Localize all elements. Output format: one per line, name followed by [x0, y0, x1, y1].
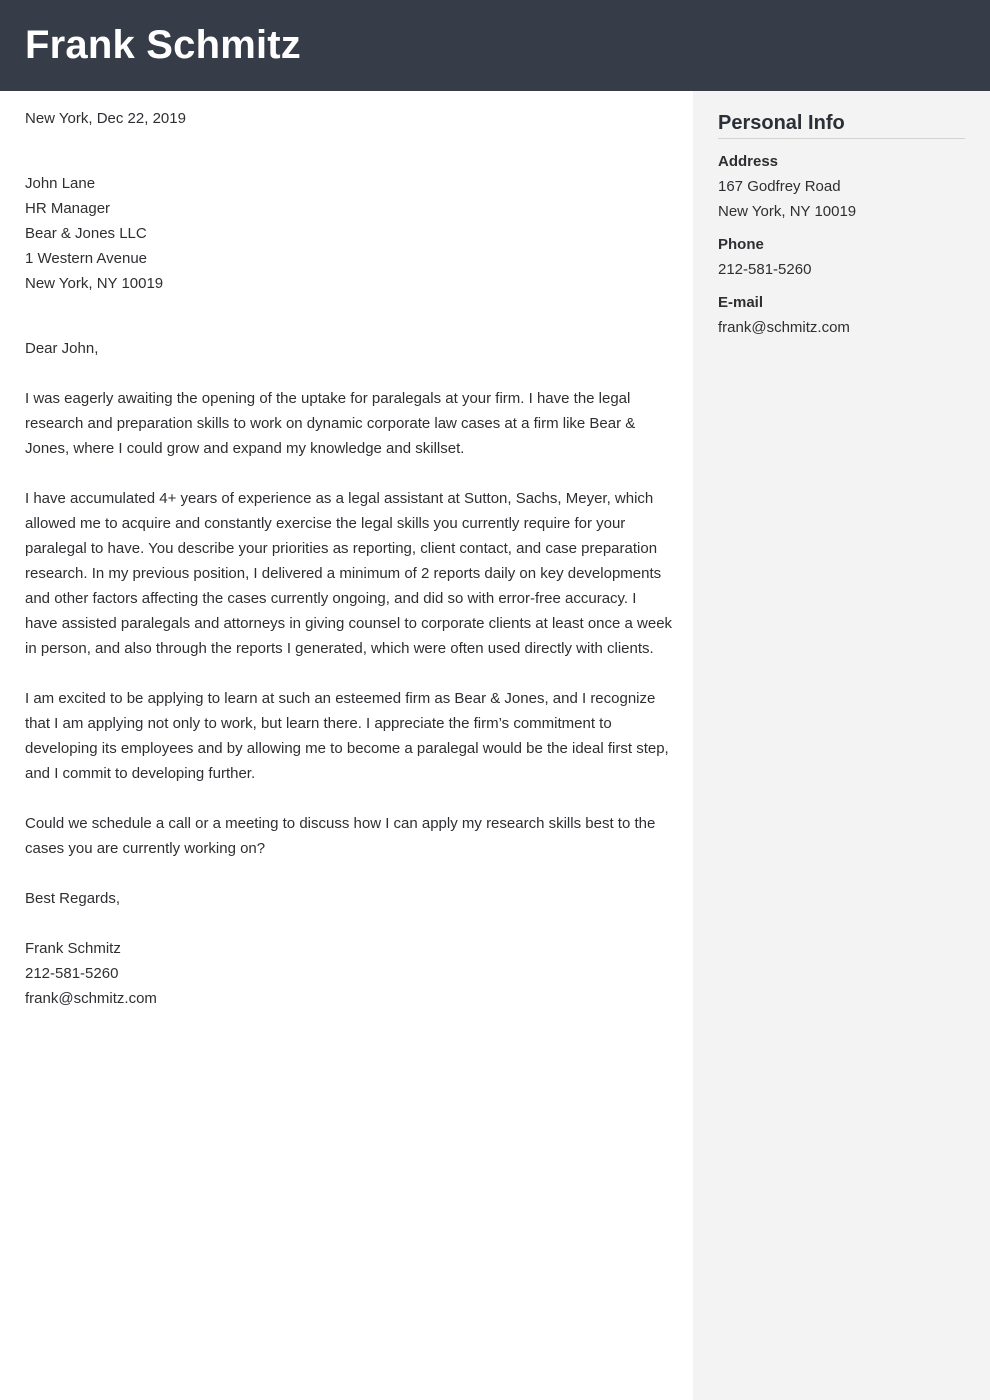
salutation: Dear John, — [25, 340, 99, 357]
signature-name: Frank Schmitz — [25, 940, 121, 957]
address-label: Address — [718, 153, 779, 170]
applicant-name: Frank Schmitz — [25, 23, 301, 67]
email-value: frank@schmitz.com — [718, 319, 850, 336]
sidebar-title: Personal Info — [718, 111, 965, 139]
paragraph-motivation: I am excited to be applying to learn at such an esteemed firm as Bear & Jones, and I recognize that I am applying not only to work, but learn there. I appreciate the firm’s commitment to developing its employees and by allowing me to become a paralegal would be the ideal first step, and I commit to developing further. — [25, 690, 669, 782]
paragraph-intro: I was eagerly awaiting the opening of the uptake for paralegals at your firm. I have the legal research and preparation skills to work on dynamic corporate law cases at a firm like Bear & Jones, where I could grow and expand my knowledge and skillset. — [25, 390, 636, 457]
recipient-title: HR Manager — [25, 200, 111, 217]
address-line-2: New York, NY 10019 — [718, 203, 857, 220]
address-line-1: 167 Godfrey Road — [718, 178, 841, 195]
address-group — [718, 149, 965, 224]
letter-body — [25, 106, 673, 1011]
email-label: E-mail — [718, 294, 764, 311]
paragraph-call-to-action: Could we schedule a call or a meeting to discuss how I can apply my research skills best to the cases you are currently working on? — [25, 815, 656, 857]
paragraph-experience: I have accumulated 4+ years of experience as a legal assistant at Sutton, Sachs, Meyer, which allowed me to acquire and constantly exercise the legal skills you currently require for your paralegal to have. You describe your priorities as reporting, client contact, and case preparation research. In my previous position, I delivered a minimum of 2 reports daily on key developments and other factors affecting the cases currently ongoing, and did so with error-free accuracy. I have assisted paralegals and attorneys in giving counsel to corporate clients at least once a week in person, and also through the reports I generated, which were often used directly with clients. — [25, 490, 673, 657]
recipient-block — [25, 171, 673, 296]
phone-group — [718, 232, 965, 282]
letter-date: New York, Dec 22, 2019 — [25, 110, 186, 127]
closing: Best Regards, — [25, 890, 121, 907]
phone-value: 212-581-5260 — [718, 261, 812, 278]
recipient-city: New York, NY 10019 — [25, 275, 164, 292]
sidebar — [693, 91, 990, 1400]
recipient-name: John Lane — [25, 175, 96, 192]
header-banner — [0, 0, 990, 91]
signature-phone: 212-581-5260 — [25, 965, 119, 982]
recipient-street: 1 Western Avenue — [25, 250, 148, 267]
email-group — [718, 290, 965, 340]
recipient-company: Bear & Jones LLC — [25, 225, 147, 242]
signature-block — [25, 936, 673, 1011]
signature-email: frank@schmitz.com — [25, 990, 157, 1007]
phone-label: Phone — [718, 236, 764, 253]
